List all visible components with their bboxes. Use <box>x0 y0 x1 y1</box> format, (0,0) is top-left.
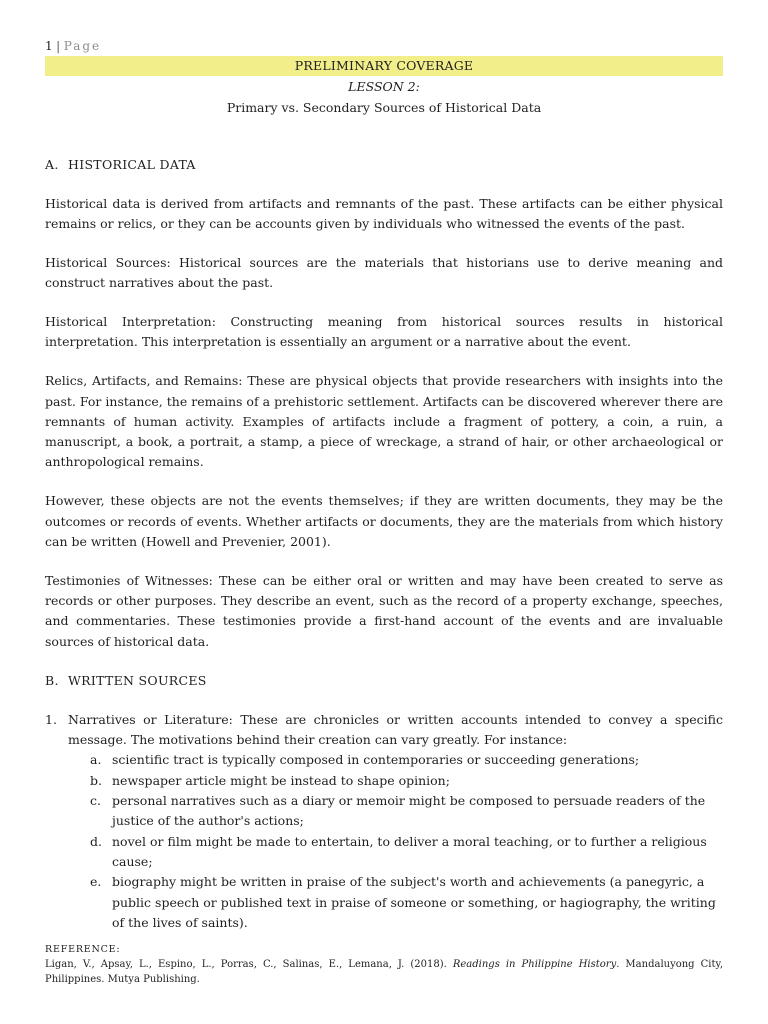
lesson-label: LESSON 2: <box>348 79 420 94</box>
page-number: 1 <box>45 39 54 53</box>
sub-item-c <box>45 791 723 832</box>
section-b-letter: B. <box>45 672 59 688</box>
sub-item-text: scientific tract is typically composed in contemporaries or succeeding generations; <box>112 752 640 768</box>
list-item-narratives <box>45 710 723 751</box>
sub-item-e <box>45 872 723 933</box>
sub-item-text: novel or film might be made to entertain, to deliver a moral teaching, or to further a religious cause; <box>112 833 707 869</box>
paragraph-historical-sources: Historical Sources: Historical sources are the materials that historians use to derive meaning and construct narratives about the past. <box>45 255 723 291</box>
section-a-title: HISTORICAL DATA <box>68 157 196 172</box>
sub-item-b <box>45 771 723 791</box>
paragraph-testimonies: Testimonies of Witnesses: These can be either oral or written and may have been created to serve as records or other purposes. They describe an event, such as the record of a property exchange, speeches, and commentaries. These testimonies provide a first-hand account of the events and are invaluable sources of historical data. <box>45 572 723 649</box>
list-item-text: Narratives or Literature: These are chronicles or written accounts intended to convey a specific message. The motivations behind their creation can vary greatly. For instance: <box>68 711 723 748</box>
reference-publisher: . Mandaluyong City, Philippines. Mutya Publishing. <box>45 959 723 985</box>
page-header <box>45 36 723 56</box>
reference-citation <box>45 957 723 987</box>
page-word: Page <box>63 39 102 53</box>
section-b-heading <box>45 671 723 691</box>
section-a-heading <box>45 155 723 175</box>
reference-label: REFERENCE: <box>45 944 121 955</box>
paragraph-relics-artifacts: Relics, Artifacts, and Remains: These are physical objects that provide researchers with insights into the past. For instance, the remains of a prehistoric settlement. Artifacts can be discovered wherever there are remnants of human activity. Examples of artifacts include a fragment of pottery, a coin, a ruin, a manuscript, a book, a portrait, a stamp, a piece of wreckage, a strand of hair, or other archaeological or anthropological remains. <box>45 373 723 470</box>
reference-block <box>45 942 723 987</box>
lesson-subtitle: Primary vs. Secondary Sources of Historical Data <box>226 100 542 115</box>
reference-authors: Ligan, V., Apsay, L., Espino, L., Porras, C., Salinas, E., Lemana, J. (2018). <box>45 959 453 970</box>
sub-item-d <box>45 832 723 873</box>
sub-marker: d. <box>90 833 102 849</box>
paragraph-however: However, these objects are not the events themselves; if they are written documents, they may be the outcomes or records of events. Whether artifacts or documents, they are the materials from which history can be written (Howell and Prevenier, 2001). <box>45 493 723 549</box>
reference-book-title: Readings in Philippine History <box>452 959 617 970</box>
sub-marker: b. <box>90 772 102 788</box>
list-marker: 1. <box>45 711 57 727</box>
paragraph-historical-interpretation: Historical Interpretation: Constructing meaning from historical sources results in historical interpretation. This interpretation is essentially an argument or a narrative about the event. <box>45 314 723 350</box>
sub-marker: a. <box>90 752 102 768</box>
section-a-letter: A. <box>45 157 59 172</box>
paragraph-historical-data: Historical data is derived from artifacts and remnants of the past. These artifacts can be either physical remains or relics, or they can be accounts given by individuals who witnessed the events of the past. <box>45 196 723 232</box>
preliminary-coverage-banner: PRELIMINARY COVERAGE <box>45 56 723 76</box>
document-page <box>45 36 723 933</box>
sublist <box>45 750 723 933</box>
page-separator: | <box>56 39 61 53</box>
sub-marker: e. <box>90 874 102 890</box>
sub-item-text: newspaper article might be instead to shape opinion; <box>112 772 450 788</box>
sub-marker: c. <box>90 793 101 809</box>
sub-item-a <box>45 750 723 770</box>
sub-item-text: personal narratives such as a diary or memoir might be composed to persuade readers of the justice of the author's actions; <box>112 793 706 829</box>
sub-item-text: biography might be written in praise of the subject's worth and achievements (a panegyric, a public speech or published text in praise of someone or something, or hagiography, the writing of the lives of saints). <box>112 874 716 930</box>
section-b-title: WRITTEN SOURCES <box>68 672 207 688</box>
